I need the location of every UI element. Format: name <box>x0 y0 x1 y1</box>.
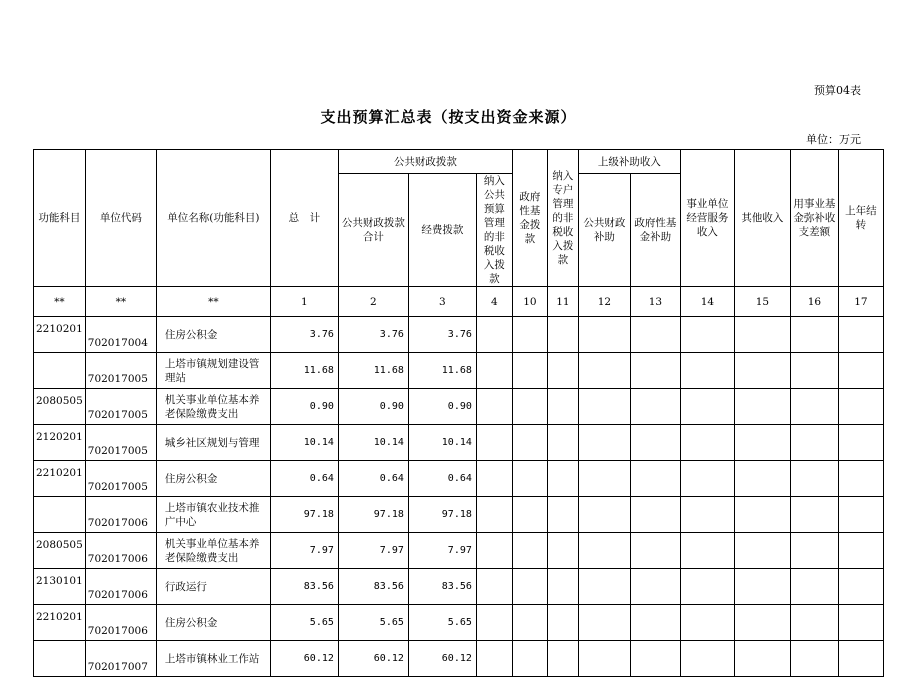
index-cell: 3 <box>408 287 476 317</box>
unit-name-cell: 住房公积金 <box>156 317 270 353</box>
unit-code-cell: 702017005 <box>85 389 156 425</box>
table-row <box>34 497 884 533</box>
total-cell: 11.68 <box>270 353 338 389</box>
index-cell: 17 <box>838 287 883 317</box>
empty-cell <box>838 641 883 677</box>
table-row <box>34 425 884 461</box>
total-cell: 0.64 <box>270 461 338 497</box>
table-row <box>34 353 884 389</box>
empty-cell <box>476 605 512 641</box>
func-code-cell: 2080505 <box>34 533 86 569</box>
empty-cell <box>578 641 630 677</box>
empty-cell <box>790 497 838 533</box>
table-row <box>34 533 884 569</box>
empty-cell <box>838 497 883 533</box>
empty-cell <box>680 641 734 677</box>
empty-cell <box>790 641 838 677</box>
empty-cell <box>547 533 578 569</box>
unit-code-cell: 702017005 <box>85 425 156 461</box>
index-cell: 2 <box>338 287 408 317</box>
index-cell: 10 <box>512 287 547 317</box>
empty-cell <box>680 317 734 353</box>
expense-allocation-cell: 0.90 <box>408 389 476 425</box>
unit-name-cell: 住房公积金 <box>156 461 270 497</box>
public-finance-total-cell: 5.65 <box>338 605 408 641</box>
total-cell: 97.18 <box>270 497 338 533</box>
func-code-cell: 2210201 <box>34 461 86 497</box>
empty-cell <box>790 317 838 353</box>
page-title: 支出预算汇总表（按支出资金来源） <box>320 108 577 126</box>
table-row <box>34 317 884 353</box>
expense-allocation-cell: 7.97 <box>408 533 476 569</box>
empty-cell <box>790 389 838 425</box>
table-row <box>34 641 884 677</box>
empty-cell <box>476 533 512 569</box>
empty-cell <box>734 353 790 389</box>
index-cell: 4 <box>476 287 512 317</box>
empty-cell <box>512 353 547 389</box>
total-cell: 83.56 <box>270 569 338 605</box>
empty-cell <box>578 497 630 533</box>
empty-cell <box>512 425 547 461</box>
total-cell: 5.65 <box>270 605 338 641</box>
empty-cell <box>547 353 578 389</box>
unit-code-cell: 702017007 <box>85 641 156 677</box>
empty-cell <box>512 569 547 605</box>
header-other-income: 其他收入 <box>734 150 790 287</box>
empty-cell <box>680 497 734 533</box>
public-finance-total-cell: 7.97 <box>338 533 408 569</box>
header-expense-allocation: 经费拨款 <box>408 174 476 287</box>
empty-cell <box>734 461 790 497</box>
empty-cell <box>547 605 578 641</box>
empty-cell <box>578 569 630 605</box>
empty-cell <box>578 353 630 389</box>
header-fund-deficit: 用事业基金弥补收支差额 <box>790 150 838 287</box>
expense-allocation-cell: 0.64 <box>408 461 476 497</box>
index-cell: ** <box>85 287 156 317</box>
empty-cell <box>680 389 734 425</box>
empty-cell <box>734 569 790 605</box>
total-cell: 10.14 <box>270 425 338 461</box>
empty-cell <box>578 317 630 353</box>
unit-name-cell: 机关事业单位基本养老保险缴费支出 <box>156 389 270 425</box>
header-public-finance: 公共财政拨款 <box>338 150 512 174</box>
empty-cell <box>838 389 883 425</box>
empty-cell <box>512 641 547 677</box>
func-code-cell <box>34 641 86 677</box>
index-cell: 16 <box>790 287 838 317</box>
empty-cell <box>512 497 547 533</box>
header-business-income: 事业单位经营服务收入 <box>680 150 734 287</box>
total-cell: 7.97 <box>270 533 338 569</box>
empty-cell <box>838 353 883 389</box>
empty-cell <box>838 461 883 497</box>
empty-cell <box>547 497 578 533</box>
public-finance-total-cell: 60.12 <box>338 641 408 677</box>
total-cell: 60.12 <box>270 641 338 677</box>
empty-cell <box>680 353 734 389</box>
func-code-cell <box>34 353 86 389</box>
empty-cell <box>790 425 838 461</box>
empty-cell <box>630 605 680 641</box>
empty-cell <box>512 605 547 641</box>
empty-cell <box>578 461 630 497</box>
empty-cell <box>790 353 838 389</box>
public-finance-total-cell: 3.76 <box>338 317 408 353</box>
empty-cell <box>547 641 578 677</box>
empty-cell <box>476 353 512 389</box>
empty-cell <box>630 533 680 569</box>
table-row <box>34 389 884 425</box>
func-code-cell <box>34 497 86 533</box>
expense-allocation-cell: 10.14 <box>408 425 476 461</box>
index-cell: ** <box>156 287 270 317</box>
empty-cell <box>680 461 734 497</box>
unit-label: 单位：万元 <box>806 133 861 146</box>
empty-cell <box>578 425 630 461</box>
header-public-finance-subsidy: 公共财政补助 <box>578 174 630 287</box>
empty-cell <box>680 605 734 641</box>
empty-cell <box>547 425 578 461</box>
empty-cell <box>630 461 680 497</box>
header-superior-subsidy: 上级补助收入 <box>578 150 680 174</box>
column-index-row <box>34 287 884 317</box>
empty-cell <box>790 605 838 641</box>
empty-cell <box>680 533 734 569</box>
total-cell: 3.76 <box>270 317 338 353</box>
empty-cell <box>838 605 883 641</box>
index-cell: 11 <box>547 287 578 317</box>
public-finance-total-cell: 97.18 <box>338 497 408 533</box>
index-cell: 1 <box>270 287 338 317</box>
empty-cell <box>512 461 547 497</box>
unit-code-cell: 702017006 <box>85 605 156 641</box>
header-func-subject: 功能科目 <box>34 150 86 287</box>
expense-allocation-cell: 60.12 <box>408 641 476 677</box>
func-code-cell: 2130101 <box>34 569 86 605</box>
public-finance-total-cell: 0.64 <box>338 461 408 497</box>
index-cell: 12 <box>578 287 630 317</box>
empty-cell <box>734 425 790 461</box>
empty-cell <box>630 569 680 605</box>
empty-cell <box>476 317 512 353</box>
public-finance-total-cell: 10.14 <box>338 425 408 461</box>
empty-cell <box>734 497 790 533</box>
empty-cell <box>578 533 630 569</box>
index-cell: 14 <box>680 287 734 317</box>
unit-code-cell: 702017005 <box>85 461 156 497</box>
total-cell: 0.90 <box>270 389 338 425</box>
empty-cell <box>838 317 883 353</box>
unit-code-cell: 702017006 <box>85 569 156 605</box>
table-row <box>34 461 884 497</box>
unit-code-cell: 702017005 <box>85 353 156 389</box>
func-code-cell: 2210201 <box>34 317 86 353</box>
form-number: 预算04表 <box>814 84 861 97</box>
header-public-finance-total: 公共财政拨款合计 <box>338 174 408 287</box>
table-body <box>34 287 884 677</box>
empty-cell <box>680 569 734 605</box>
func-code-cell: 2210201 <box>34 605 86 641</box>
expense-allocation-cell: 5.65 <box>408 605 476 641</box>
header-gov-fund-subsidy: 政府性基金补助 <box>630 174 680 287</box>
header-prev-year-carryover: 上年结转 <box>838 150 883 287</box>
index-cell: ** <box>34 287 86 317</box>
expense-allocation-cell: 3.76 <box>408 317 476 353</box>
empty-cell <box>578 605 630 641</box>
empty-cell <box>630 389 680 425</box>
empty-cell <box>630 317 680 353</box>
expense-allocation-cell: 83.56 <box>408 569 476 605</box>
table-row <box>34 569 884 605</box>
empty-cell <box>734 641 790 677</box>
unit-name-cell: 行政运行 <box>156 569 270 605</box>
empty-cell <box>790 569 838 605</box>
unit-code-cell: 702017006 <box>85 533 156 569</box>
index-cell: 13 <box>630 287 680 317</box>
empty-cell <box>547 569 578 605</box>
empty-cell <box>476 569 512 605</box>
empty-cell <box>734 605 790 641</box>
unit-name-cell: 上塔市镇林业工作站 <box>156 641 270 677</box>
empty-cell <box>476 425 512 461</box>
empty-cell <box>630 497 680 533</box>
unit-name-cell: 上塔市镇规划建设管理站 <box>156 353 270 389</box>
expense-allocation-cell: 97.18 <box>408 497 476 533</box>
empty-cell <box>547 317 578 353</box>
empty-cell <box>547 461 578 497</box>
empty-cell <box>547 389 578 425</box>
public-finance-total-cell: 11.68 <box>338 353 408 389</box>
empty-cell <box>578 389 630 425</box>
unit-code-cell: 702017004 <box>85 317 156 353</box>
empty-cell <box>838 425 883 461</box>
empty-cell <box>512 317 547 353</box>
unit-name-cell: 住房公积金 <box>156 605 270 641</box>
empty-cell <box>630 641 680 677</box>
empty-cell <box>838 569 883 605</box>
empty-cell <box>476 461 512 497</box>
header-non-tax-in-budget: 纳入公共预算管理的非税收入拨款 <box>476 174 512 287</box>
unit-code-cell: 702017006 <box>85 497 156 533</box>
unit-name-cell: 机关事业单位基本养老保险缴费支出 <box>156 533 270 569</box>
header-total: 总 计 <box>270 150 338 287</box>
table-row <box>34 605 884 641</box>
budget-table <box>33 149 884 677</box>
func-code-cell: 2080505 <box>34 389 86 425</box>
empty-cell <box>476 641 512 677</box>
empty-cell <box>630 353 680 389</box>
header-unit-name: 单位名称(功能科目) <box>156 150 270 287</box>
empty-cell <box>838 533 883 569</box>
empty-cell <box>734 389 790 425</box>
empty-cell <box>512 533 547 569</box>
header-special-non-tax: 纳入专户管理的非税收入拨款 <box>547 150 578 287</box>
index-cell: 15 <box>734 287 790 317</box>
empty-cell <box>734 317 790 353</box>
empty-cell <box>630 425 680 461</box>
empty-cell <box>790 533 838 569</box>
unit-name-cell: 上塔市镇农业技术推广中心 <box>156 497 270 533</box>
empty-cell <box>680 425 734 461</box>
public-finance-total-cell: 83.56 <box>338 569 408 605</box>
func-code-cell: 2120201 <box>34 425 86 461</box>
empty-cell <box>790 461 838 497</box>
empty-cell <box>476 497 512 533</box>
unit-name-cell: 城乡社区规划与管理 <box>156 425 270 461</box>
empty-cell <box>734 533 790 569</box>
empty-cell <box>512 389 547 425</box>
expense-allocation-cell: 11.68 <box>408 353 476 389</box>
header-unit-code: 单位代码 <box>85 150 156 287</box>
public-finance-total-cell: 0.90 <box>338 389 408 425</box>
empty-cell <box>476 389 512 425</box>
header-gov-fund: 政府性基金拨款 <box>512 150 547 287</box>
